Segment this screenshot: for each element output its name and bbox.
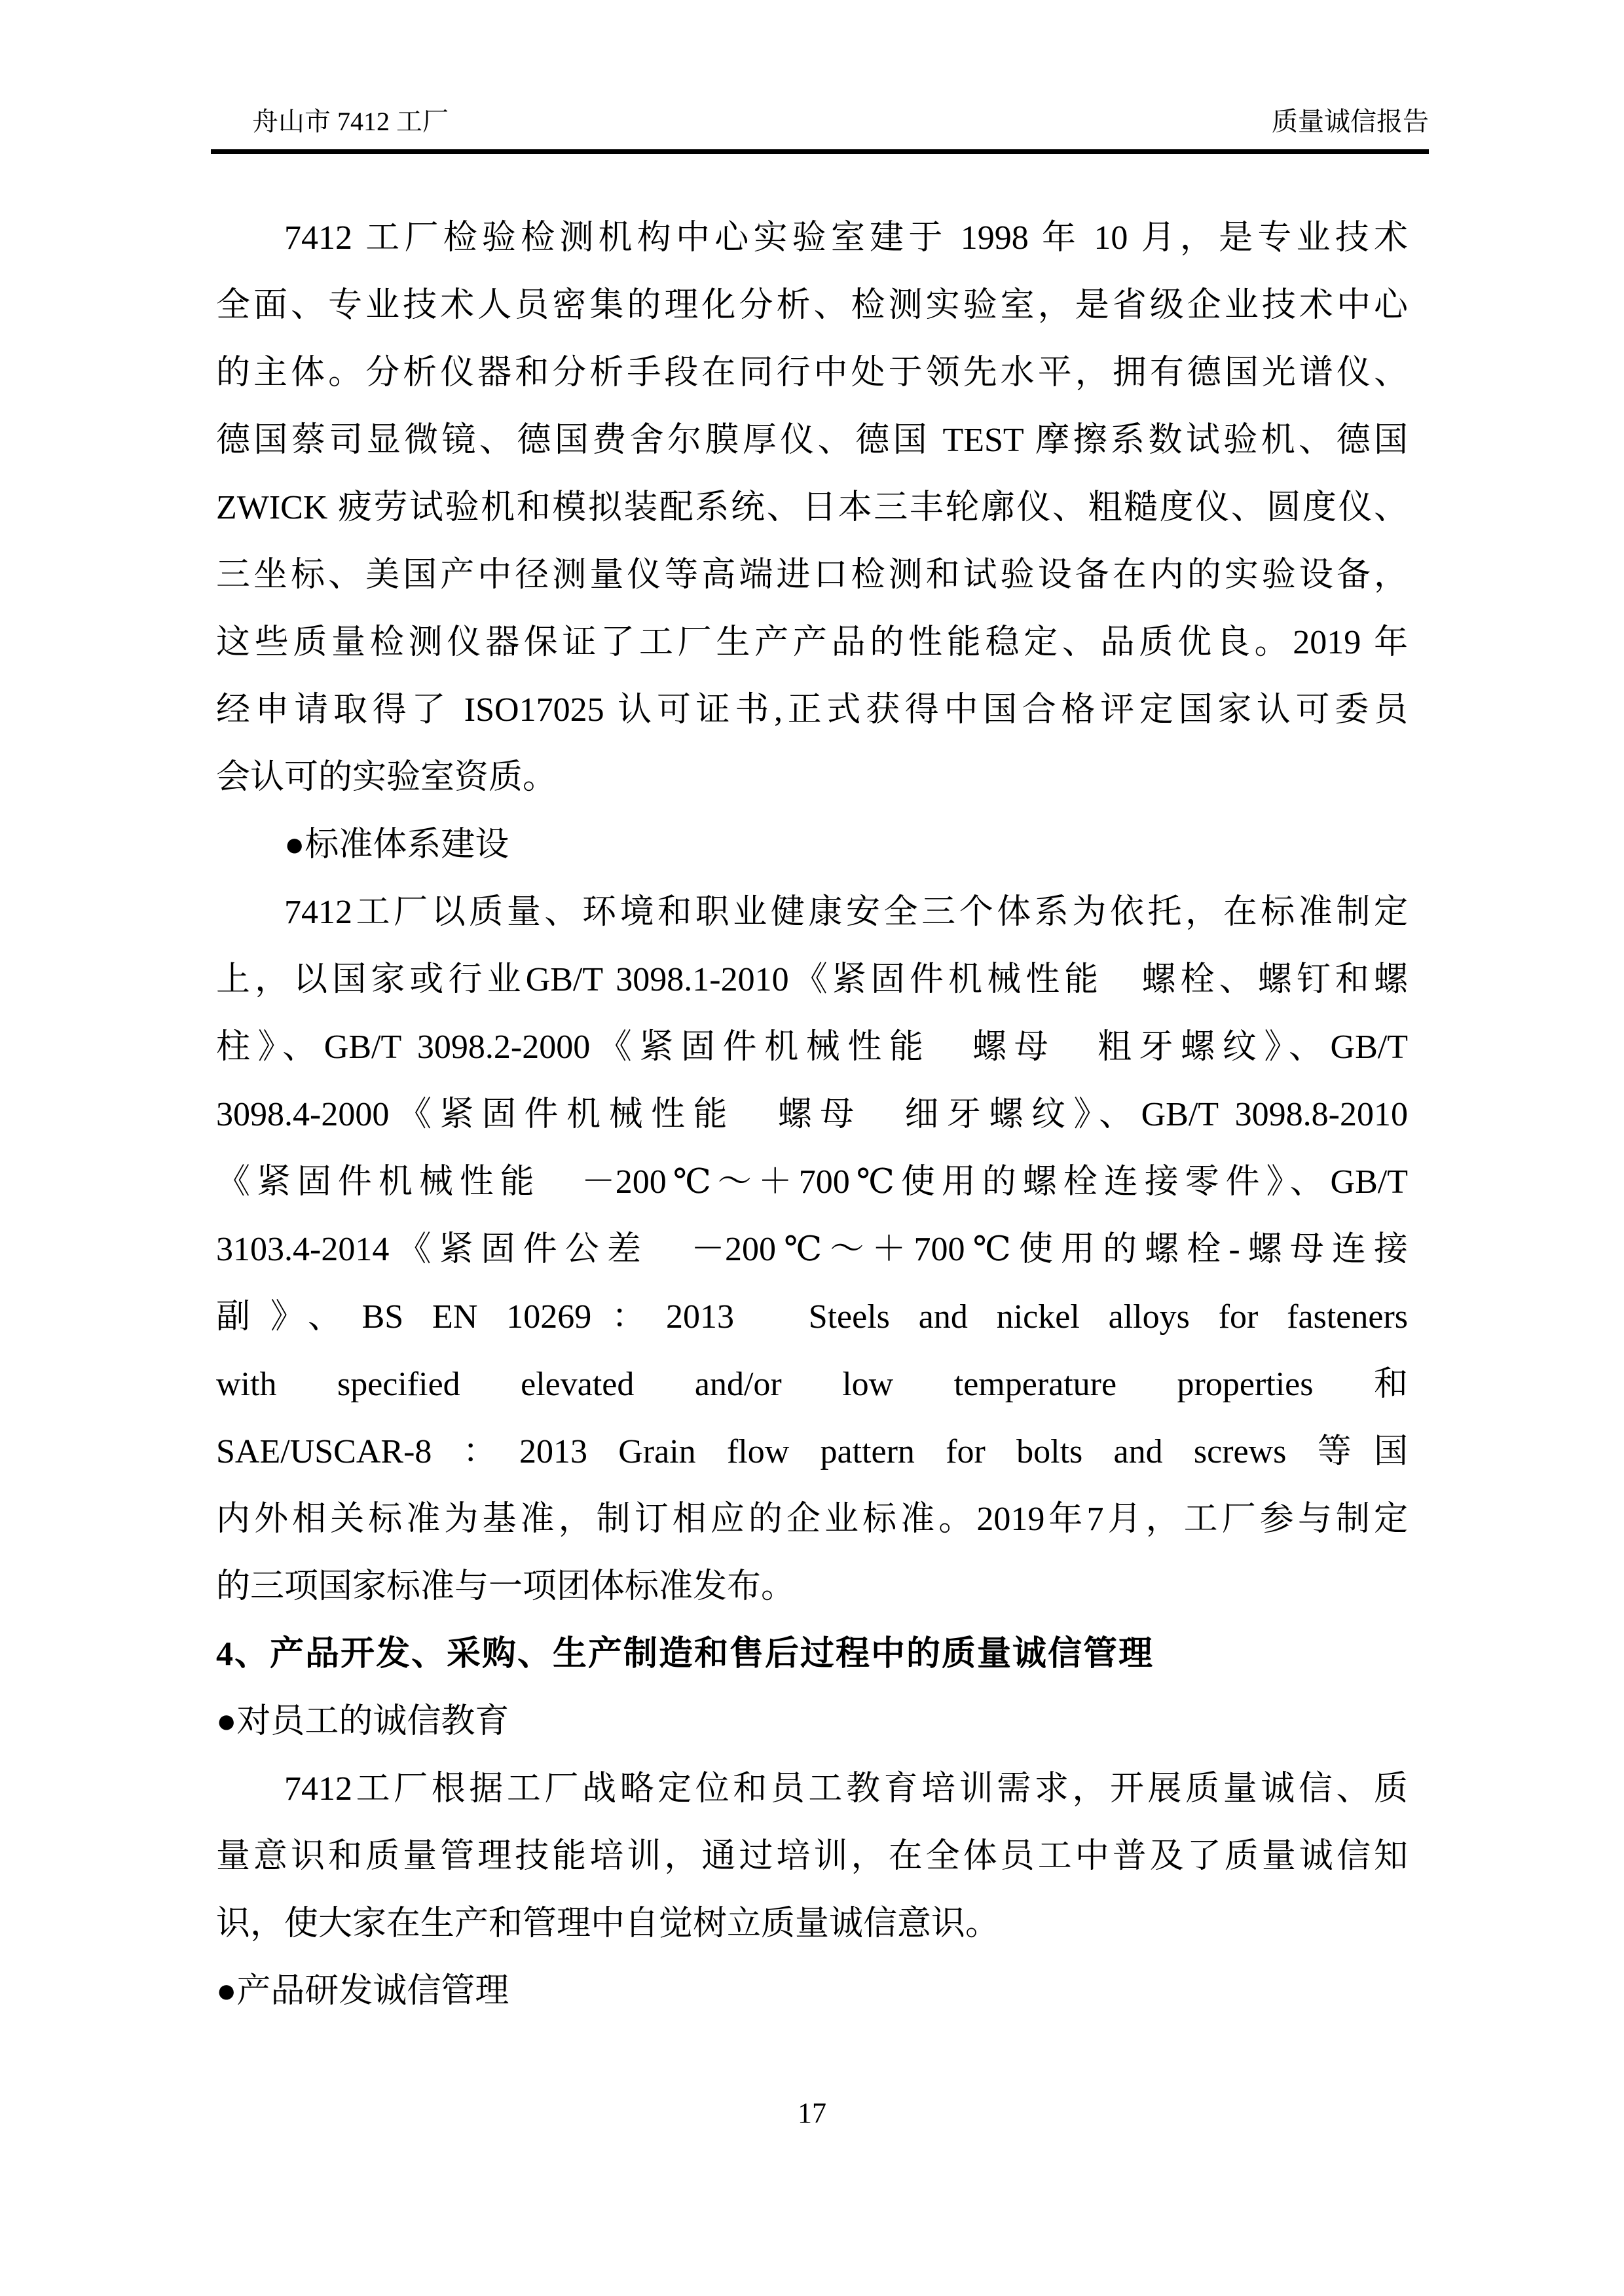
text-line: 7412工厂以质量、环境和职业健康安全三个体系为依托，在标准制定 bbox=[284, 894, 1408, 931]
document-body bbox=[216, 204, 1408, 2025]
text-line: with specified elevated and/or low temperature properties 和 bbox=[216, 1366, 1408, 1403]
text-line: 这些质量检测仪器保证了工厂生产产品的性能稳定、品质优良。2019 年 bbox=[216, 624, 1408, 661]
text-line: 的三项国家标准与一项团体标准发布。 bbox=[216, 1568, 796, 1605]
text-line: 经申请取得了 ISO17025 认可证书,正式获得中国合格评定国家认可委员 bbox=[216, 691, 1408, 729]
page-footer bbox=[0, 2094, 1624, 2133]
text-line: ●对员工的诚信教育 bbox=[216, 1703, 509, 1740]
text-line: 识，使大家在生产和管理中自觉树立质量诚信意识。 bbox=[216, 1905, 1000, 1942]
text-line: SAE/USCAR-8 ：2013 Grain flow pattern for bolts and screws 等国 bbox=[216, 1433, 1408, 1470]
page-header bbox=[216, 103, 1429, 140]
text-line: 量意识和质量管理技能培训，通过培训，在全体员工中普及了质量诚信知 bbox=[216, 1838, 1408, 1875]
text-line: 德国蔡司显微镜、德国费舍尔膜厚仪、德国 TEST 摩擦系数试验机、德国 bbox=[216, 422, 1408, 459]
header-divider-rule bbox=[211, 149, 1429, 154]
text-line: ZWICK 疲劳试验机和模拟装配系统、日本三丰轮廓仪、粗糙度仪、圆度仪、 bbox=[216, 489, 1408, 526]
text-line: 会认可的实验室资质。 bbox=[216, 759, 557, 796]
text-line: 副》、BS EN 10269：2013 Steels and nickel alloys for fasteners bbox=[216, 1298, 1408, 1336]
text-line: 内外相关标准为基准，制订相应的企业标准。2019年7月，工厂参与制定 bbox=[216, 1501, 1408, 1538]
text-line: 7412工厂根据工厂战略定位和员工教育培训需求，开展质量诚信、质 bbox=[284, 1770, 1408, 1808]
text-line: 3098.4-2000《紧固件机械性能 螺母 细牙螺纹》、GB/T 3098.8-2010 bbox=[216, 1096, 1408, 1133]
text-line: 三坐标、美国产中径测量仪等高端进口检测和试验设备在内的实验设备， bbox=[216, 556, 1408, 594]
text-line: 柱》、GB/T 3098.2-2000《紧固件机械性能 螺母 粗牙螺纹》、GB/T bbox=[216, 1029, 1408, 1066]
text-line: 的主体。分析仪器和分析手段在同行中处于领先水平，拥有德国光谱仪、 bbox=[216, 354, 1408, 392]
section-heading: 4、产品开发、采购、生产制造和售后过程中的质量诚信管理 bbox=[216, 1635, 1154, 1673]
text-line: 7412 工厂检验检测机构中心实验室建于 1998 年 10 月，是专业技术 bbox=[284, 219, 1408, 257]
text-line: 3103.4-2014《紧固件公差 －200℃～＋700℃使用的螺栓-螺母连接 bbox=[216, 1231, 1408, 1268]
text-line: 《紧固件机械性能 －200℃～＋700℃使用的螺栓连接零件》、GB/T bbox=[216, 1163, 1408, 1201]
text-line: ●产品研发诚信管理 bbox=[216, 1973, 509, 2010]
header-company-name: 舟山市 7412 工厂 bbox=[252, 107, 449, 136]
text-line: 全面、专业技术人员密集的理化分析、检测实验室，是省级企业技术中心 bbox=[216, 287, 1408, 324]
header-report-title: 质量诚信报告 bbox=[1272, 107, 1429, 136]
text-line: 上，以国家或行业GB/T 3098.1-2010《紧固件机械性能 螺栓、螺钉和螺 bbox=[216, 961, 1408, 998]
text-line: ●标准体系建设 bbox=[284, 826, 509, 864]
page-number: 17 bbox=[798, 2097, 826, 2129]
